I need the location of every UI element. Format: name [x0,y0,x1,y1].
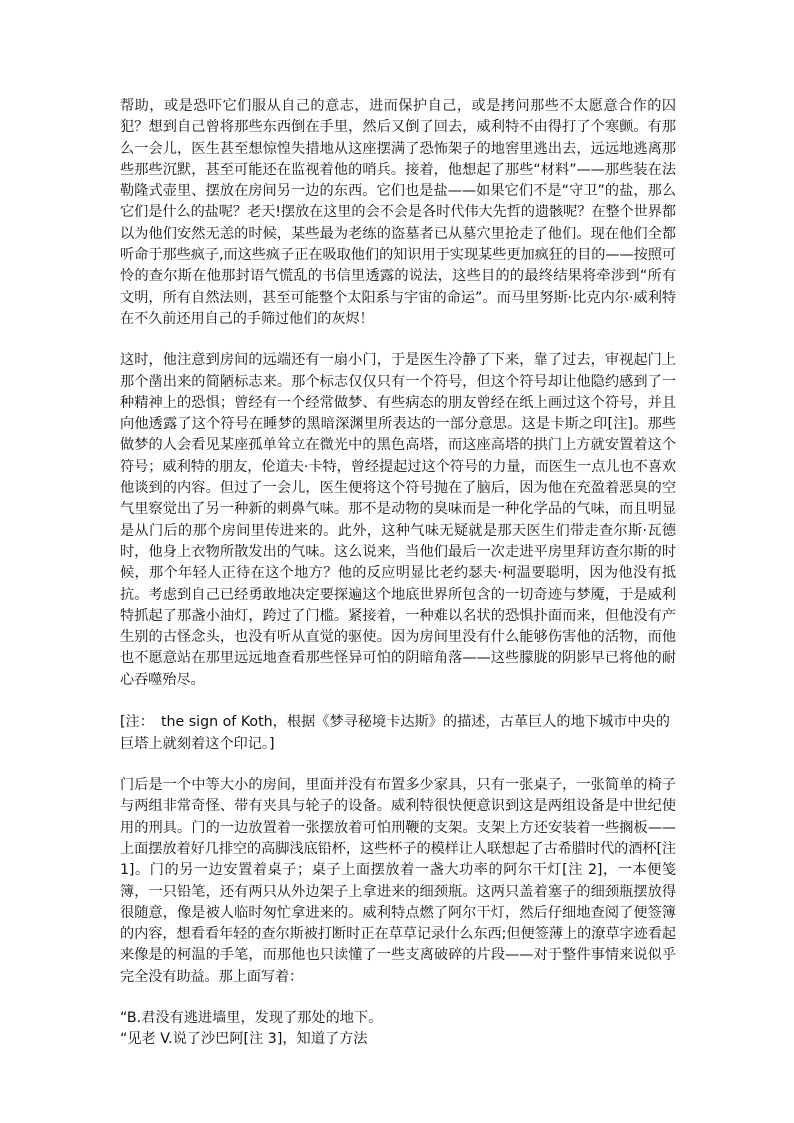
document-page [120,96,676,1051]
paragraph-1: 帮助，或是恐吓它们服从自己的意志，进而保护自己，或是拷问那些不太愿意合作的囚犯？想到自己曾将那些东西倒在手里，然后又倒了回去，威利特不由得打了个寒颤。有那么一会儿，医生甚至想惊惶失措地从这座摆满了恐怖架子的地窖里逃出去，远远地逃离那些那些沉默，甚至可能还在监视着他的哨兵。接着，他想起了那些“材料”——那些装在法勒隆式壶里、摆放在房间另一边的东西。它们也是盐——如果它们不是“守卫”的盐，那么它们是什么的盐呢？老天!摆放在这里的会不会是各时代伟大先哲的遗骸呢？在整个世界都以为他们安然无恙的时候，某些最为老练的盗墓者已从墓穴里抢走了他们。现在他们全都听命于那些疯子,而这些疯子正在吸取他们的知识用于实现某些更加疯狂的目的——按照可怜的查尔斯在他那封语气慌乱的书信里透露的说法，这些目的的最终结果将牵涉到“所有文明，所有自然法则，甚至可能整个太阳系与宇宙的命运”。而马里努斯·比克内尔·威利特在不久前还用自己的手筛过他们的灰烬！ [120,98,676,327]
paragraph-2: 这时，他注意到房间的远端还有一扇小门，于是医生冷静了下来，靠了过去，审视起门上那个凿出来的简陋标志来。那个标志仅仅只有一个符号，但这个符号却让他隐约感到了一种精神上的恐惧；曾经有一个经常做梦、有些病态的朋友曾经在纸上画过这个符号，并且向他透露了这个符号在睡梦的黑暗深渊里所表达的一部分意思。这是卡斯之印[注]。那些做梦的人会看见某座孤单耸立在微光中的黑色高塔，而这座高塔的拱门上方就安置着这个符号；威利特的朋友，伦道夫·卡特，曾经提起过这个符号的力量，而医生一点儿也不喜欢他谈到的内容。但过了一会儿，医生便将这个符号抛在了脑后，因为他在充盈着恶臭的空气里察觉出了另一种新的刺鼻气味。那不是动物的臭味而是一种化学品的气味，而且明显是从门后的那个房间里传进来的。此外，这种气味无疑就是那天医生们带走查尔斯·瓦德时，他身上衣物所散发出的气味。这么说来，当他们最后一次走进平房里拜访查尔斯的时候，那个年轻人正待在这个地方？他的反应明显比老约瑟夫·柯温要聪明，因为他没有抵抗。考虑到自己已经勇敢地决定要探遍这个地底世界所包含的一切奇迹与梦魇，于是威利特抓起了那盏小油灯，跨过了门槛。紧接着，一种难以名状的恐惧扑面而来，但他没有产生别的古怪念头，也没有听从直觉的驱使。因为房间里没有什么能够伤害他的活物，而他也不愿意站在那里远远地查看那些怪异可怕的阴暗角落——这些朦胧的阴影早已将他的耐心吞噬殆尽。 [120,352,676,688]
paragraph-spacer [120,330,676,350]
notebook-quotes [120,1008,676,1051]
paragraph-3: 门后是一个中等大小的房间，里面并没有布置多少家具，只有一张桌子，一张简单的椅子与两组非常奇怪、带有夹具与轮子的设备。威利特很快便意识到这是两组设备是中世纪使用的刑具。门的一边放置着一张摆放着可怕刑鞭的支架。支架上方还安装着一些搁板——上面摆放着好几排空的高脚浅底铅杯，这些杯子的模样让人联想起了古希腊时代的酒杯[注 1]。门的另一边安置着桌子；桌子上面摆放着一盏大功率的阿尔干灯[注 2]，一本便笺簿，一只铅笔，还有两只从外边架子上拿进来的细颈瓶。这两只盖着塞子的细颈瓶摆放得很随意，像是被人临时匆忙拿进来的。威利特点燃了阿尔干灯，然后仔细地查阅了便签簿的内容，想看看年轻的查尔斯被打断时正在草草记录什么东西;但便签薄上的潦草字迹看起来像是的柯温的手笔，而那他也只读懂了一些支离破碎的片段——对于整件事情来说似乎完全没有助益。那上面写着： [120,777,676,985]
paragraph-spacer [120,691,676,711]
quote-line-2: “见老 V.说了沙巴阿[注 3]，知道了方法 [120,1031,368,1048]
footnote-koth: [注： the sign of Koth，根据《梦寻秘境卡达斯》的描述，古革巨人的地下城市中央的巨塔上就刻着这个印记。] [120,714,670,753]
quote-line-1: “B.君没有逃进墙里，发现了那处的地下。 [120,1009,383,1026]
paragraph-spacer [120,988,676,1008]
paragraph-spacer [120,755,676,775]
